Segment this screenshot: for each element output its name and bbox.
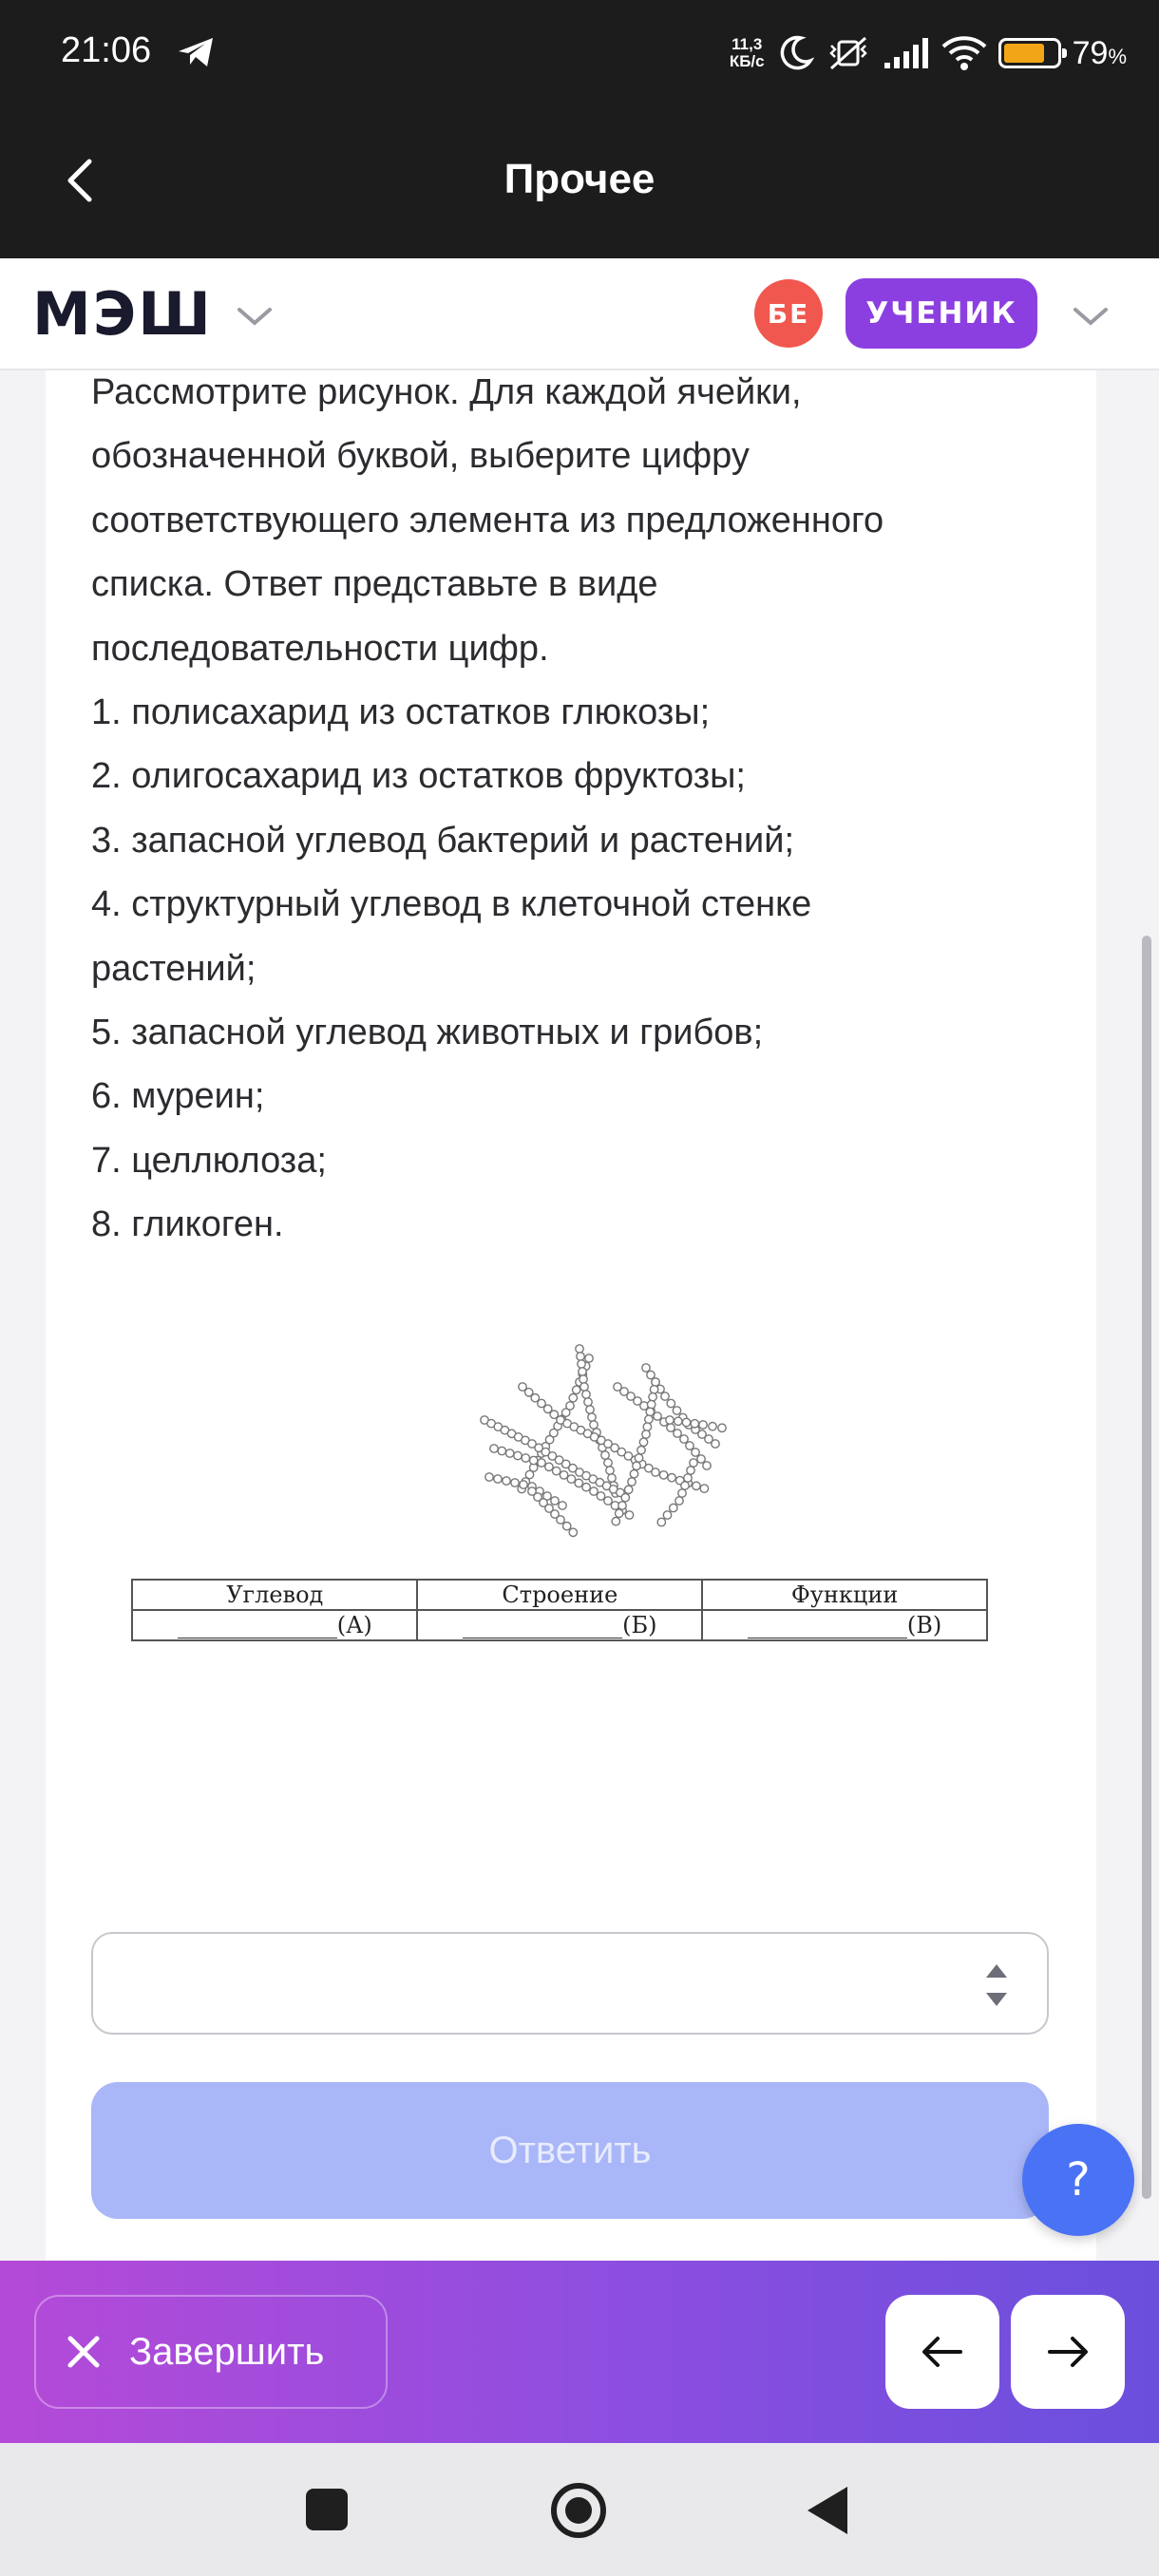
- glucose-bead: [659, 1471, 667, 1479]
- glucose-bead: [630, 1470, 637, 1478]
- option-item: 4. структурный углевод в клеточной стенке: [91, 884, 812, 925]
- glucose-bead: [642, 1364, 650, 1372]
- android-nav-bar: [0, 2443, 1159, 2576]
- moon-icon: [776, 34, 814, 72]
- glucose-bead: [670, 1504, 677, 1511]
- glucose-bead: [588, 1413, 596, 1421]
- glucose-bead: [569, 1528, 577, 1536]
- glucose-bead: [639, 1438, 647, 1446]
- option-item: 2. олигосахарид из остатков фруктозы;: [91, 756, 746, 797]
- glucose-bead: [693, 1482, 700, 1489]
- glucose-bead: [606, 1467, 614, 1474]
- glucose-bead: [551, 1497, 559, 1505]
- glucose-bead: [557, 1516, 564, 1524]
- glucose-bead: [582, 1484, 590, 1491]
- figure-table-cell: [702, 1610, 987, 1640]
- glucose-bead: [618, 1502, 626, 1509]
- glucose-bead: [578, 1360, 585, 1368]
- status-bar: [0, 0, 1159, 106]
- glucose-bead: [682, 1418, 690, 1426]
- glucose-bead: [652, 1378, 659, 1386]
- option-item: 6. муреин;: [91, 1076, 265, 1117]
- cell-label: (А): [336, 1612, 372, 1638]
- option-item: 3. запасной углевод бактерий и растений;: [91, 820, 795, 861]
- glucose-bead: [559, 1502, 566, 1509]
- glucose-bead: [675, 1497, 683, 1505]
- blank-line: [463, 1619, 622, 1638]
- figure-table-header: Функции: [702, 1580, 987, 1610]
- glucose-bead: [667, 1399, 674, 1407]
- glucose-bead: [718, 1424, 726, 1431]
- glucose-bead: [643, 1423, 651, 1430]
- figure-table-cell: [132, 1610, 417, 1640]
- glucose-bead: [674, 1430, 681, 1437]
- role-badge[interactable]: УЧЕНИК: [846, 278, 1037, 349]
- glucose-bead: [650, 1386, 657, 1393]
- glucose-bead: [637, 1447, 645, 1454]
- glucose-bead: [604, 1497, 612, 1505]
- question-intro-line: Рассмотрите рисунок. Для каждой ячейки,: [91, 372, 802, 412]
- glucose-bead: [601, 1451, 609, 1459]
- glucose-bead: [674, 1417, 682, 1425]
- question-intro-line: соответствующего элемента из предложенного: [91, 500, 884, 540]
- glucose-bead: [678, 1489, 686, 1497]
- mesh-logo[interactable]: МЭШ: [32, 279, 213, 349]
- glucose-bead: [680, 1435, 688, 1443]
- option-item: 8. гликоген.: [91, 1204, 284, 1245]
- glucose-bead: [666, 1416, 674, 1424]
- glucose-bead: [692, 1449, 699, 1456]
- arrow-left-icon: [921, 2335, 964, 2369]
- glucose-bead: [522, 1454, 529, 1462]
- glucose-bead: [563, 1523, 571, 1530]
- glucose-bead: [520, 1481, 527, 1488]
- glucose-bead: [652, 1468, 659, 1476]
- help-button[interactable]: ?: [1022, 2124, 1134, 2236]
- chevron-down-icon[interactable]: [1072, 306, 1110, 329]
- question-figure: [91, 1330, 1053, 1672]
- question-intro-line: последовательности цифр.: [91, 628, 549, 669]
- glucose-bead: [485, 1473, 493, 1481]
- figure-table: [131, 1579, 988, 1641]
- glucose-bead: [700, 1485, 708, 1492]
- glucose-bead: [585, 1354, 593, 1362]
- submit-button[interactable]: Ответить: [91, 2082, 1049, 2219]
- glucose-bead: [511, 1479, 519, 1487]
- finish-label: Завершить: [129, 2330, 325, 2373]
- glucose-bead: [616, 1509, 623, 1517]
- close-icon: [65, 2333, 103, 2371]
- glucose-bead: [646, 1408, 654, 1415]
- glucose-bead: [668, 1474, 675, 1482]
- avatar[interactable]: БЕ: [754, 279, 823, 348]
- glucose-bead: [503, 1477, 510, 1485]
- glucose-bead: [580, 1375, 587, 1383]
- glucose-bead: [649, 1393, 656, 1401]
- question-text: [91, 361, 1079, 1258]
- cell-label: (Б): [622, 1612, 657, 1638]
- glucose-bead: [635, 1454, 642, 1462]
- glucose-bead: [569, 1394, 577, 1402]
- glycogen-molecule-illustration: [428, 1330, 788, 1548]
- glucose-bead: [645, 1415, 653, 1423]
- figure-table-row: [132, 1610, 987, 1640]
- status-time: 21:06: [61, 30, 152, 70]
- scrollbar[interactable]: [1142, 936, 1151, 2199]
- option-item: 1. полисахарид из остатков глюкозы;: [91, 692, 711, 733]
- glucose-bead: [648, 1400, 656, 1408]
- glucose-bead: [567, 1475, 575, 1483]
- system-back-button[interactable]: [808, 2487, 847, 2534]
- home-button[interactable]: [551, 2483, 606, 2538]
- glucose-bead: [699, 1421, 707, 1429]
- question-intro-line: обозначенной буквой, выберите цифру: [91, 436, 750, 477]
- blank-line: [748, 1619, 907, 1638]
- telegram-icon: [177, 36, 217, 68]
- app-header: [0, 106, 1159, 258]
- glucose-bead: [697, 1455, 705, 1463]
- glucose-bead: [625, 1486, 633, 1493]
- glucose-bead: [687, 1467, 694, 1474]
- question-intro-line: списка. Ответ представьте в виде: [91, 564, 658, 605]
- glucose-bead: [579, 1368, 586, 1375]
- glucose-bead: [663, 1511, 671, 1519]
- network-speed-value: 11,3: [732, 35, 763, 53]
- glucose-bead: [703, 1462, 711, 1469]
- glucose-bead: [514, 1451, 522, 1459]
- next-button[interactable]: [1011, 2295, 1125, 2409]
- glucose-bead: [575, 1479, 582, 1487]
- mesh-top-bar: [0, 258, 1159, 370]
- glucose-bead: [621, 1494, 629, 1502]
- recent-apps-button[interactable]: [306, 2489, 348, 2530]
- option-item: 7. целлюлоза;: [91, 1140, 327, 1181]
- chevron-down-icon[interactable]: [236, 306, 274, 329]
- signal-icon: [883, 36, 930, 70]
- glucose-bead: [628, 1478, 636, 1486]
- glucose-bead: [506, 1449, 514, 1457]
- glucose-bead: [530, 1456, 538, 1464]
- glucose-bead: [590, 1421, 598, 1429]
- stepper-icon[interactable]: [984, 1957, 1009, 2014]
- option-item: растений;: [91, 948, 256, 989]
- glucose-bead: [553, 1467, 560, 1474]
- glucose-bead: [608, 1474, 616, 1482]
- battery-percent-unit: %: [1108, 44, 1127, 68]
- figure-table-header: Строение: [417, 1580, 702, 1610]
- glucose-bead: [612, 1518, 619, 1525]
- glucose-bead: [661, 1392, 669, 1400]
- network-speed: [730, 36, 765, 70]
- glucose-bead: [545, 1463, 553, 1470]
- glucose-bead: [647, 1371, 655, 1378]
- figure-table-cell: [417, 1610, 702, 1640]
- glucose-bead: [633, 1462, 640, 1469]
- glucose-bead: [576, 1345, 583, 1353]
- glucose-bead: [684, 1474, 692, 1482]
- glucose-bead: [657, 1518, 665, 1525]
- glucose-bead: [709, 1423, 716, 1430]
- figure-table-header-row: [132, 1580, 987, 1610]
- glucose-bead: [494, 1475, 502, 1483]
- previous-button[interactable]: [885, 2295, 999, 2409]
- bottom-action-bar: [0, 2261, 1159, 2443]
- glucose-bead: [590, 1487, 598, 1495]
- glucose-bead: [681, 1482, 689, 1489]
- glucose-bead: [712, 1440, 719, 1448]
- battery-icon: [998, 38, 1061, 68]
- page-title: Прочее: [504, 156, 656, 202]
- glucose-bead: [625, 1511, 633, 1519]
- cell-label: (В): [906, 1612, 942, 1638]
- glucose-bead: [584, 1398, 592, 1406]
- glucose-bead: [642, 1430, 650, 1438]
- battery-percent: [1073, 35, 1127, 72]
- glucose-bead: [490, 1445, 498, 1452]
- glucose-bead: [686, 1442, 694, 1449]
- glucose-bead: [597, 1492, 604, 1500]
- option-item: 5. запасной углевод животных и грибов;: [91, 1013, 764, 1053]
- glucose-bead: [667, 1424, 674, 1431]
- glucose-bead: [691, 1420, 698, 1428]
- glucose-bead: [560, 1471, 567, 1479]
- status-icons: [730, 28, 1127, 78]
- glucose-bead: [654, 1412, 661, 1420]
- glucose-bead: [586, 1406, 594, 1413]
- glucose-bead: [498, 1447, 505, 1454]
- finish-button[interactable]: [34, 2295, 388, 2409]
- glucose-bead: [582, 1391, 590, 1398]
- glucose-bead: [577, 1353, 584, 1360]
- glucose-bead: [690, 1459, 697, 1467]
- glucose-bead: [673, 1407, 680, 1414]
- glucose-bead: [604, 1459, 612, 1467]
- answer-input[interactable]: [91, 1932, 1049, 2035]
- battery-percent-value: 79: [1072, 34, 1109, 71]
- glucose-bead: [538, 1459, 545, 1467]
- arrow-right-icon: [1046, 2335, 1090, 2369]
- figure-table-header: Углевод: [132, 1580, 417, 1610]
- blank-line: [178, 1619, 337, 1638]
- wifi-icon: [941, 35, 987, 71]
- mute-vibrate-icon: [826, 34, 871, 72]
- glucose-bead: [580, 1383, 588, 1391]
- battery-fill: [1004, 44, 1045, 63]
- glucose-bead: [573, 1386, 580, 1393]
- network-speed-unit: КБ/с: [729, 52, 765, 70]
